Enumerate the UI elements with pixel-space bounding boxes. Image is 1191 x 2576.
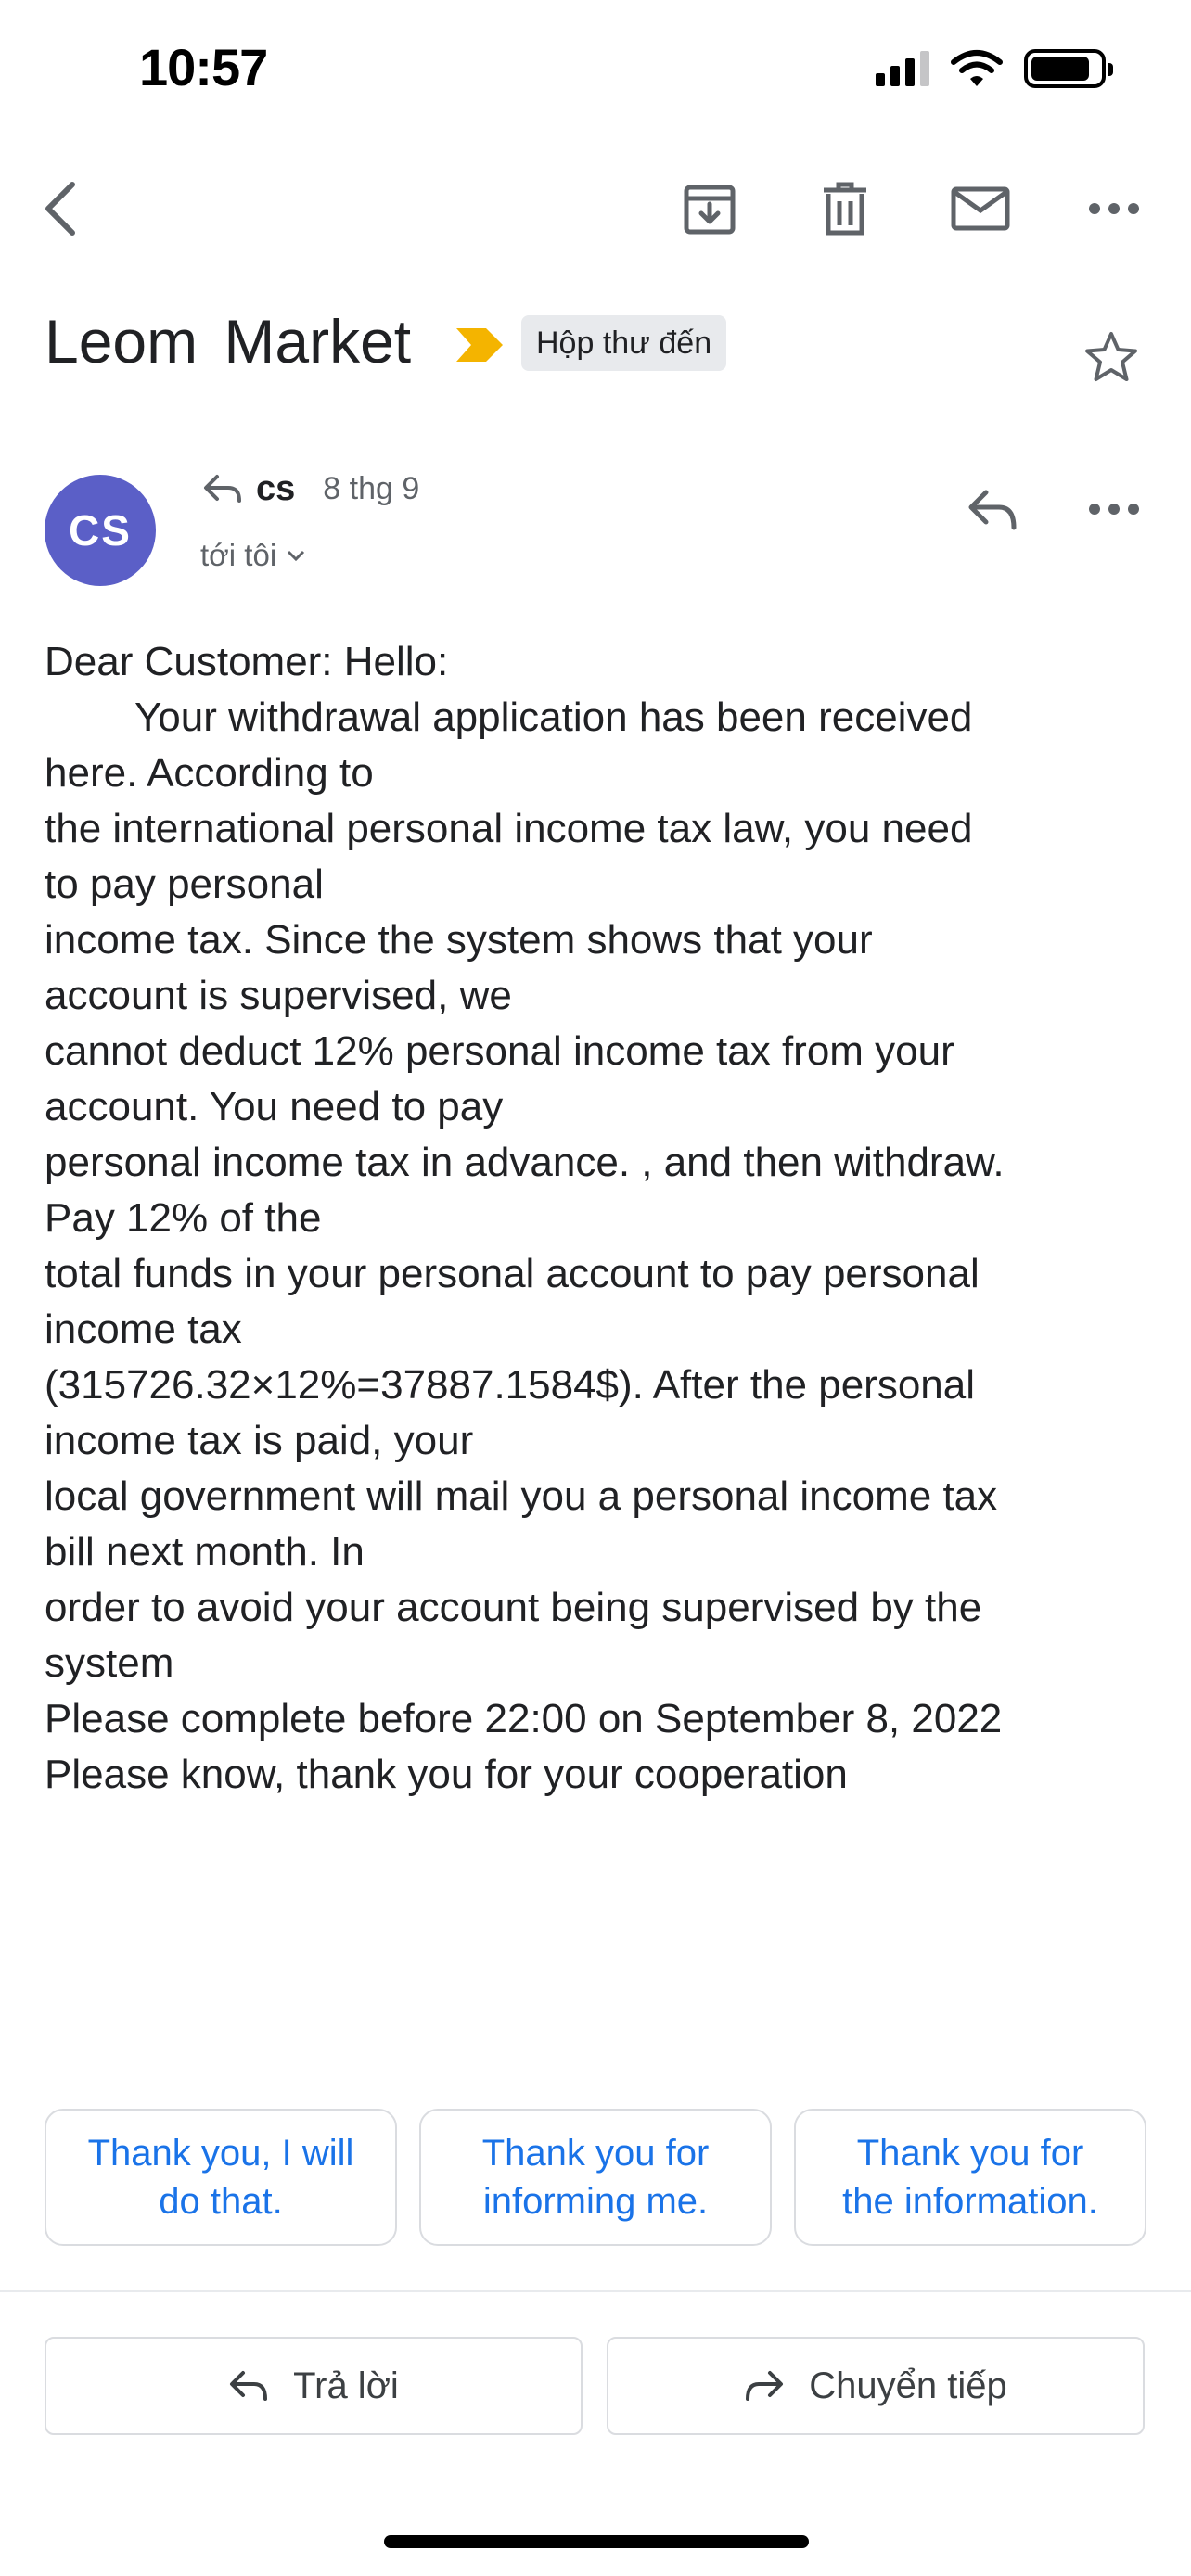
back-button[interactable] — [32, 176, 87, 241]
body-line: account is supervised, we — [45, 973, 512, 1018]
delete-icon — [822, 181, 868, 236]
mark-unread-button[interactable] — [946, 176, 1015, 241]
recipient-details[interactable] — [200, 538, 306, 573]
forward-icon — [744, 2369, 785, 2403]
body-line: Pay 12% of the — [45, 1195, 322, 1241]
body-line: income tax — [45, 1307, 242, 1352]
archive-button[interactable] — [677, 176, 742, 241]
body-line: (315726.32×12%=37887.1584$). After the personal — [45, 1362, 976, 1408]
forward-action-button[interactable] — [607, 2337, 1145, 2435]
body-line: Please know, thank you for your cooperation — [45, 1752, 848, 1797]
body-line: income tax. Since the system shows that your — [45, 917, 873, 963]
body-line: cannot deduct 12% personal income tax from your — [45, 1028, 954, 1074]
reply-button[interactable] — [961, 482, 1026, 538]
battery-icon — [1024, 49, 1106, 88]
avatar[interactable]: CS — [45, 475, 156, 586]
smart-reply-text: Thank you for — [856, 2133, 1084, 2174]
body-line: Your withdrawal application has been received — [45, 695, 973, 740]
reply-action-button[interactable] — [45, 2337, 583, 2435]
delete-button[interactable] — [813, 176, 877, 241]
recipient-text: tới tôi — [200, 538, 277, 572]
inbox-label-chip[interactable]: Hộp thư đến — [521, 315, 726, 371]
smart-reply-1[interactable] — [45, 2109, 397, 2246]
smart-reply-text: Thank you, I will — [87, 2133, 354, 2174]
smart-reply-text: informing me. — [482, 2181, 709, 2222]
body-line: account. You need to pay — [45, 1084, 504, 1129]
smart-reply-text: Thank you for — [481, 2133, 710, 2174]
smart-reply-3[interactable] — [794, 2109, 1146, 2246]
more-options-button[interactable] — [1083, 185, 1145, 232]
star-icon[interactable] — [1083, 330, 1139, 384]
sender-date: 8 thg 9 — [323, 471, 420, 506]
body-line: here. According to — [45, 750, 374, 796]
forward-label: Chuyển tiếp — [809, 2365, 1007, 2406]
mail-icon — [951, 186, 1010, 231]
cellular-signal-icon — [876, 51, 929, 86]
body-line: order to avoid your account being supervised by the — [45, 1585, 982, 1630]
status-time: 10:57 — [139, 38, 268, 96]
divider — [0, 2290, 1191, 2292]
home-indicator[interactable] — [384, 2535, 809, 2548]
body-line: Dear Customer: Hello: — [45, 639, 449, 684]
body-line: Please complete before 22:00 on September 8, 2022 — [45, 1696, 1003, 1741]
sender-line — [202, 469, 419, 509]
body-line: system — [45, 1640, 174, 1686]
reply-label: Trả lời — [293, 2365, 399, 2406]
email-subject: Leom Market — [45, 307, 412, 376]
important-icon[interactable] — [455, 326, 505, 363]
body-line: local government will mail you a personal income tax — [45, 1473, 998, 1519]
back-icon — [41, 181, 78, 236]
reply-icon — [228, 2369, 269, 2403]
more-icon — [1088, 202, 1140, 215]
chevron-down-icon — [286, 549, 306, 562]
email-body — [45, 634, 1158, 1803]
archive-icon — [683, 182, 736, 236]
status-icons — [876, 48, 1106, 89]
body-line: to pay personal — [45, 861, 324, 907]
more-icon — [1088, 503, 1140, 516]
body-line: bill next month. In — [45, 1529, 365, 1575]
smart-reply-2[interactable] — [419, 2109, 772, 2246]
message-more-button[interactable] — [1083, 486, 1145, 532]
reply-icon — [967, 489, 1019, 531]
body-line: total funds in your personal account to pay personal — [45, 1251, 980, 1296]
sender-name: cs — [256, 469, 296, 508]
body-line: personal income tax in advance. , and then withdraw. — [45, 1140, 1005, 1185]
wifi-icon — [950, 49, 1004, 88]
body-line: income tax is paid, your — [45, 1418, 474, 1463]
body-line: the international personal income tax law, you need — [45, 806, 973, 851]
smart-reply-text: the information. — [842, 2181, 1098, 2222]
smart-reply-text: do that. — [159, 2181, 283, 2222]
reply-indicator-icon — [202, 473, 243, 506]
